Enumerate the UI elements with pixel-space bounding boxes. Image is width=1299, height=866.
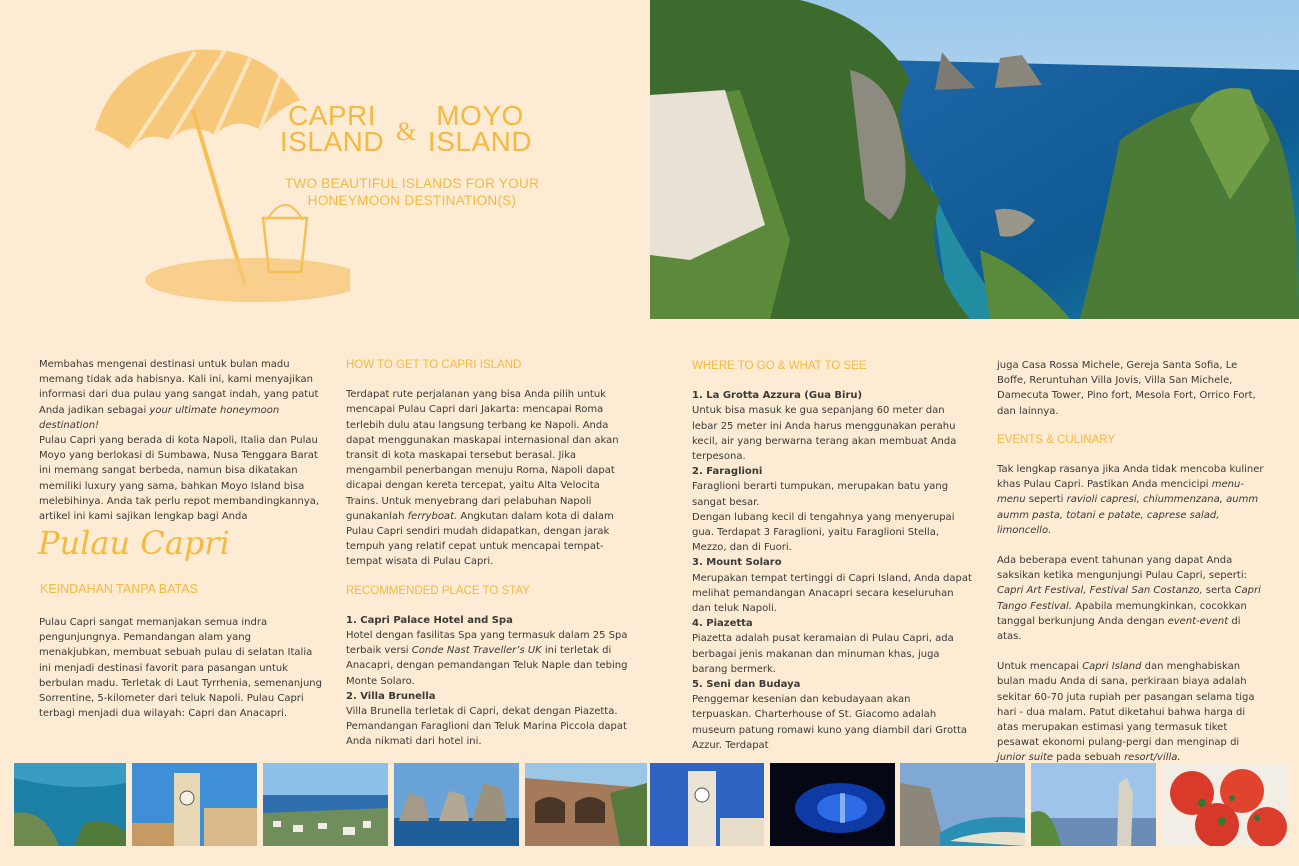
place-2-body-2: Dengan lubang kecil di tengahnya yang menyerupai gua. Terdapat 3 Faraglioni, yaitu Faraglioni Stella, Mezzo, dan di Fuori.: [692, 511, 955, 554]
thumb-faraglioni: [394, 763, 519, 846]
thumb-statue: [1031, 763, 1156, 846]
culinary-body: Tak lengkap rasanya jika Anda tidak mencoba kuliner khas Pulau Capri. Pastikan Anda mencicipi menu-menu seperti ravioli capresi, chiummenzana, aumm aumm pasta, totani e patate, caprese salad, limoncello.: [997, 464, 1264, 536]
stay-2-body: Villa Brunella terletak di Capri, dekat dengan Piazetta. Pemandangan Faraglioni dan Teluk Marina Piccola dapat Anda nikmati dari hotel ini.: [346, 706, 627, 748]
place-5-body: Penggemar kesenian dan kebudayaan akan terpuaskan. Charterhouse of St. Giacomo adalah museum patung romawi kuno yang diambil dari Grotta Azzur. Terdapat: [692, 694, 968, 751]
thumb-caprese-salad: [1162, 763, 1287, 846]
place-3-title: 3. Mount Solaro: [692, 557, 782, 569]
place-3-body: Merupakan tempat tertinggi di Capri Island, Anda dapat melihat pemandangan Anacapri secara keseluruhan dan teluk Napoli.: [692, 572, 972, 615]
place-2-title: 2. Faraglioni: [692, 466, 763, 478]
title-ampersand: &: [396, 117, 417, 146]
thumb-clock-tower: [132, 763, 257, 846]
subtitle-line2: HONEYMOON DESTINATION(S): [307, 193, 517, 208]
thumb-coast: [14, 763, 126, 846]
place-4-body: Piazetta adalah pusat keramaian di Pulau Capri, ada berbagai jenis makanan dan minuman khas, juga barang bermerk.: [692, 633, 954, 675]
column-events: [997, 358, 1267, 766]
events-body: Ada beberapa event tahunan yang dapat Anda saksikan ketika mengunjungi Pulau Capri, seperti: Capri Art Festival, Festival San Costanzo, serta Capri Tango Festival. Apabila memungkinkan, cocokkan tanggal berkunjung Anda dengan event-event di atas.: [997, 555, 1261, 643]
title-moyo: MOYO: [436, 100, 524, 131]
thumb-bell-tower: [650, 763, 764, 846]
cost-body: Untuk mencapai Capri Island dan menghabiskan bulan madu Anda di sana, perkiraan biaya adalah sekitar 60-70 juta rupiah per pasangan selama tiga hari - dua malam. Patut diketahui bahwa harga di atas merupakan estimasi yang termasuk tiket pesawat ekonomi pulang-pergi dan menginap di junior suite pada sebuah resort/villa.: [997, 661, 1255, 764]
stay-1-body: Hotel dengan fasilitas Spa yang termasuk dalam 25 Spa terbaik versi Conde Nast Traveller’s UK ini terletak di Anacapri, dengan pemandangan Teluk Naple dan tebing Monte Solaro.: [346, 630, 628, 687]
heading-where-to-go: WHERE TO GO & WHAT TO SEE: [692, 360, 867, 372]
place-1-title: 1. La Grotta Azzura (Gua Biru): [692, 390, 863, 402]
title-capri: CAPRI: [287, 100, 377, 131]
stay-2-title: 2. Villa Brunella: [346, 690, 436, 702]
intro-paragraph: Membahas mengenai destinasi untuk bulan madu memang tidak ada habisnya. Kali ini, kami menyajikan informasi dari dua pulau yang sangat indah, yang patut Anda jadikan sebagai your ultimate honeymoon destination!: [39, 359, 319, 431]
column-intro: [39, 357, 324, 524]
place-1-body: Untuk bisa masuk ke gua sepanjang 60 meter dan lebar 25 meter ini Anda harus menggunakan perahu kecil, air yang berwarna terang akan membuat Anda terpesona.: [692, 405, 957, 463]
thumb-ruins: [525, 763, 647, 846]
column-where-to-go: [692, 359, 972, 753]
heading-recommended-stay: RECOMMENDED PLACE TO STAY: [346, 584, 530, 597]
capri-body: Pulau Capri sangat memanjakan semua indra pengunjungnya. Pemandangan alam yang menakjubkan, membuat sebuah pulau di selatan Italia ini menjadi destinasi favorit para pasangan untuk berbulan madu. Terletak di Laut Tyrrhenia, semenanjung Sorrentine, 5-kilometer dari teluk Napoli. Pulau Capri terbagi menjadi dua wilayah: Capri dan Anacapri.: [39, 617, 322, 720]
thumb-blue-grotto: [770, 763, 895, 846]
intro-paragraph-2: Pulau Capri yang berada di kota Napoli, Italia dan Pulau Moyo yang berlokasi di Sumbawa, Nusa Tenggara Barat ini memang sangat berbeda, namun bisa dikatakan memiliki luxury yang sama, bahkan Moyo Island bisa melebihinya. Anda tak perlu repot membandingkannya, artikel ini kami sajikan lengkap bagi Anda: [39, 435, 320, 523]
how-to-get-body: Terdapat rute perjalanan yang bisa Anda pilih untuk mencapai Pulau Capri dari Jakarta: mencapai Roma terlebih dulu atau langsung terbang ke Napoli. Anda dapat menggunakan maskapai internasional dan akan transit di kota maskapai tersebut berasal. Jika mengambil penerbangan menuju Roma, Napoli dapat dicapai dengan kereta tercepat, yaitu Alta Velocita Trains. Untuk menyebrang dari pelabuhan Napoli gunakanlah ferryboat. Angkutan dalam kota di dalam Pulau Capri sendiri mudah didapatkan, dengan jarak tempuh yang relatif cepat untuk mencapai tempat-tempat wisata di Pulau Capri.: [346, 389, 619, 568]
pulau-capri-script-title: Pulau Capri: [38, 524, 230, 562]
hero-coast-photo: [650, 0, 1299, 319]
thumb-harbor-town: [263, 763, 388, 846]
thumb-cliff-beach: [900, 763, 1025, 846]
subtitle-line1: TWO BEAUTIFUL ISLANDS FOR YOUR: [284, 176, 540, 191]
pulau-capri-subheading: KEINDAHAN TANPA BATAS: [40, 582, 198, 596]
column-how-to-get: [346, 358, 628, 750]
title-island-right: ISLAND: [427, 126, 533, 157]
places-continued: juga Casa Rossa Michele, Gereja Santa Sofia, Le Boffe, Reruntuhan Villa Jovis, Villa San Michele, Damecuta Tower, Pino fort, Mesola Fort, Orrico Fort, dan lainnya.: [997, 360, 1256, 417]
place-2-body-1: Faraglioni berarti tumpukan, merupakan batu yang sangat besar.: [692, 481, 949, 508]
stay-1-title: 1. Capri Palace Hotel and Spa: [346, 614, 513, 626]
heading-how-to-get: HOW TO GET TO CAPRI ISLAND: [346, 359, 522, 371]
heading-events-culinary: EVENTS & CULINARY: [997, 433, 1116, 446]
title-island-left: ISLAND: [279, 126, 385, 157]
place-5-title: 5. Seni dan Budaya: [692, 679, 801, 691]
place-4-title: 4. Piazetta: [692, 618, 753, 630]
